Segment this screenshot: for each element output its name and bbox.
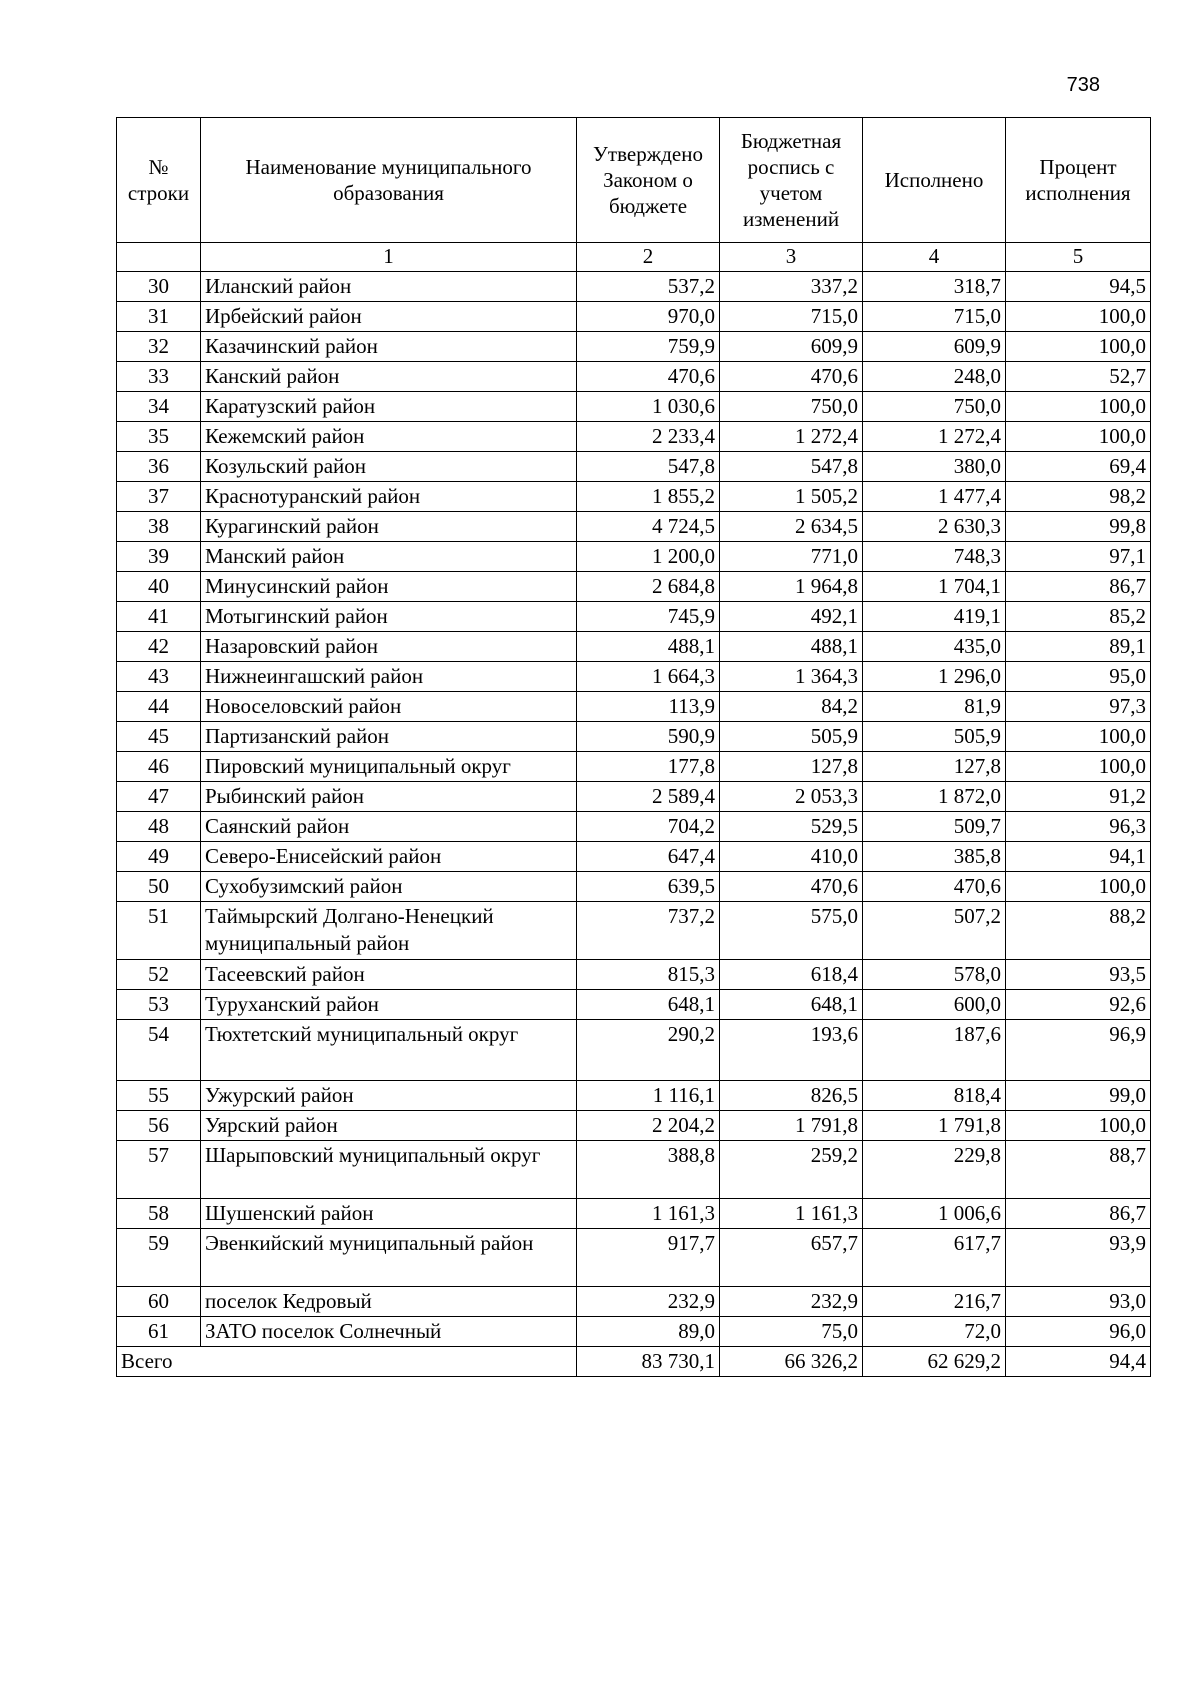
approved-amount: 89,0 — [577, 1317, 720, 1347]
executed-amount: 2 630,3 — [863, 512, 1006, 542]
row-number: 60 — [117, 1287, 201, 1317]
municipality-name: Кежемский район — [201, 422, 577, 452]
schedule-amount: 492,1 — [720, 602, 863, 632]
row-number: 33 — [117, 362, 201, 392]
row-number: 36 — [117, 452, 201, 482]
row-number: 56 — [117, 1111, 201, 1141]
table-row — [117, 392, 1151, 422]
schedule-amount: 410,0 — [720, 842, 863, 872]
total-schedule: 66 326,2 — [720, 1347, 863, 1377]
executed-amount: 578,0 — [863, 960, 1006, 990]
row-number: 58 — [117, 1199, 201, 1229]
municipality-name: поселок Кедровый — [201, 1287, 577, 1317]
executed-amount: 318,7 — [863, 272, 1006, 302]
table-row — [117, 632, 1151, 662]
row-number: 34 — [117, 392, 201, 422]
executed-amount: 715,0 — [863, 302, 1006, 332]
approved-amount: 470,6 — [577, 362, 720, 392]
execution-percent: 100,0 — [1006, 332, 1151, 362]
table-row — [117, 572, 1151, 602]
approved-amount: 639,5 — [577, 872, 720, 902]
schedule-amount: 1 161,3 — [720, 1199, 863, 1229]
executed-amount: 380,0 — [863, 452, 1006, 482]
schedule-amount: 259,2 — [720, 1141, 863, 1199]
executed-amount: 187,6 — [863, 1020, 1006, 1081]
approved-amount: 1 855,2 — [577, 482, 720, 512]
execution-percent: 86,7 — [1006, 572, 1151, 602]
table-row — [117, 1287, 1151, 1317]
table-row — [117, 422, 1151, 452]
execution-percent: 91,2 — [1006, 782, 1151, 812]
approved-amount: 1 664,3 — [577, 662, 720, 692]
executed-amount: 1 872,0 — [863, 782, 1006, 812]
schedule-amount: 618,4 — [720, 960, 863, 990]
table-row — [117, 960, 1151, 990]
municipality-name: Северо-Енисейский район — [201, 842, 577, 872]
municipality-name: Ужурский район — [201, 1081, 577, 1111]
execution-percent: 93,5 — [1006, 960, 1151, 990]
row-number: 48 — [117, 812, 201, 842]
execution-percent: 100,0 — [1006, 1111, 1151, 1141]
budget-execution-table — [116, 117, 1151, 1377]
table-row — [117, 482, 1151, 512]
executed-amount: 1 272,4 — [863, 422, 1006, 452]
table-row — [117, 1111, 1151, 1141]
execution-percent: 94,1 — [1006, 842, 1151, 872]
schedule-amount: 750,0 — [720, 392, 863, 422]
table-row — [117, 1199, 1151, 1229]
executed-amount: 609,9 — [863, 332, 1006, 362]
approved-amount: 547,8 — [577, 452, 720, 482]
municipality-name: Назаровский район — [201, 632, 577, 662]
row-number: 49 — [117, 842, 201, 872]
approved-amount: 232,9 — [577, 1287, 720, 1317]
municipality-name: Манский район — [201, 542, 577, 572]
table-row — [117, 812, 1151, 842]
schedule-amount: 1 964,8 — [720, 572, 863, 602]
schedule-amount: 337,2 — [720, 272, 863, 302]
approved-amount: 2 204,2 — [577, 1111, 720, 1141]
row-number: 31 — [117, 302, 201, 332]
municipality-name: Мотыгинский район — [201, 602, 577, 632]
table-row — [117, 272, 1151, 302]
execution-percent: 86,7 — [1006, 1199, 1151, 1229]
executed-amount: 617,7 — [863, 1229, 1006, 1287]
execution-percent: 94,5 — [1006, 272, 1151, 302]
approved-amount: 2 684,8 — [577, 572, 720, 602]
total-approved: 83 730,1 — [577, 1347, 720, 1377]
column-index-cell: 2 — [577, 243, 720, 272]
total-percent: 94,4 — [1006, 1347, 1151, 1377]
municipality-name: Ирбейский район — [201, 302, 577, 332]
total-row — [117, 1347, 1151, 1377]
header-row-number: № строки — [117, 118, 201, 243]
schedule-amount: 488,1 — [720, 632, 863, 662]
row-number: 43 — [117, 662, 201, 692]
municipality-name: Канский район — [201, 362, 577, 392]
approved-amount: 4 724,5 — [577, 512, 720, 542]
row-number: 41 — [117, 602, 201, 632]
municipality-name: Саянский район — [201, 812, 577, 842]
schedule-amount: 648,1 — [720, 990, 863, 1020]
table-row — [117, 602, 1151, 632]
execution-percent: 96,0 — [1006, 1317, 1151, 1347]
schedule-amount: 470,6 — [720, 872, 863, 902]
row-number: 38 — [117, 512, 201, 542]
municipality-name: Тасеевский район — [201, 960, 577, 990]
column-index-row — [117, 243, 1151, 272]
executed-amount: 600,0 — [863, 990, 1006, 1020]
execution-percent: 88,2 — [1006, 902, 1151, 960]
municipality-name: Эвенкийский муниципальный район — [201, 1229, 577, 1287]
municipality-name: Сухобузимский район — [201, 872, 577, 902]
approved-amount: 917,7 — [577, 1229, 720, 1287]
executed-amount: 248,0 — [863, 362, 1006, 392]
row-number: 32 — [117, 332, 201, 362]
row-number: 52 — [117, 960, 201, 990]
table-row — [117, 990, 1151, 1020]
execution-percent: 97,1 — [1006, 542, 1151, 572]
row-number: 46 — [117, 752, 201, 782]
header-execution-percent: Процент исполнения — [1006, 118, 1151, 243]
schedule-amount: 193,6 — [720, 1020, 863, 1081]
municipality-name: Краснотуранский район — [201, 482, 577, 512]
executed-amount: 470,6 — [863, 872, 1006, 902]
total-executed: 62 629,2 — [863, 1347, 1006, 1377]
schedule-amount: 1 505,2 — [720, 482, 863, 512]
table-row — [117, 752, 1151, 782]
municipality-name: Рыбинский район — [201, 782, 577, 812]
municipality-name: Нижнеингашский район — [201, 662, 577, 692]
schedule-amount: 609,9 — [720, 332, 863, 362]
execution-percent: 99,8 — [1006, 512, 1151, 542]
execution-percent: 100,0 — [1006, 422, 1151, 452]
approved-amount: 488,1 — [577, 632, 720, 662]
approved-amount: 113,9 — [577, 692, 720, 722]
table-row — [117, 452, 1151, 482]
row-number: 55 — [117, 1081, 201, 1111]
execution-percent: 100,0 — [1006, 302, 1151, 332]
schedule-amount: 575,0 — [720, 902, 863, 960]
approved-amount: 2 589,4 — [577, 782, 720, 812]
column-index-cell: 4 — [863, 243, 1006, 272]
table-row — [117, 872, 1151, 902]
schedule-amount: 529,5 — [720, 812, 863, 842]
execution-percent: 89,1 — [1006, 632, 1151, 662]
approved-amount: 177,8 — [577, 752, 720, 782]
execution-percent: 100,0 — [1006, 722, 1151, 752]
execution-percent: 100,0 — [1006, 872, 1151, 902]
table-row — [117, 362, 1151, 392]
row-number: 50 — [117, 872, 201, 902]
executed-amount: 81,9 — [863, 692, 1006, 722]
approved-amount: 745,9 — [577, 602, 720, 632]
execution-percent: 98,2 — [1006, 482, 1151, 512]
schedule-amount: 1 364,3 — [720, 662, 863, 692]
schedule-amount: 505,9 — [720, 722, 863, 752]
page-number: 738 — [1066, 74, 1100, 96]
approved-amount: 759,9 — [577, 332, 720, 362]
table-row — [117, 1081, 1151, 1111]
execution-percent: 95,0 — [1006, 662, 1151, 692]
approved-amount: 970,0 — [577, 302, 720, 332]
approved-amount: 388,8 — [577, 1141, 720, 1199]
schedule-amount: 1 791,8 — [720, 1111, 863, 1141]
schedule-amount: 826,5 — [720, 1081, 863, 1111]
row-number: 45 — [117, 722, 201, 752]
executed-amount: 216,7 — [863, 1287, 1006, 1317]
municipality-name: Минусинский район — [201, 572, 577, 602]
approved-amount: 648,1 — [577, 990, 720, 1020]
executed-amount: 1 296,0 — [863, 662, 1006, 692]
execution-percent: 88,7 — [1006, 1141, 1151, 1199]
execution-percent: 69,4 — [1006, 452, 1151, 482]
schedule-amount: 127,8 — [720, 752, 863, 782]
table-row — [117, 302, 1151, 332]
table-row — [117, 512, 1151, 542]
execution-percent: 100,0 — [1006, 392, 1151, 422]
row-number: 44 — [117, 692, 201, 722]
execution-percent: 93,9 — [1006, 1229, 1151, 1287]
column-index-cell: 1 — [201, 243, 577, 272]
header-approved-by-law: Утверждено Законом о бюджете — [577, 118, 720, 243]
executed-amount: 127,8 — [863, 752, 1006, 782]
row-number: 42 — [117, 632, 201, 662]
column-index-cell — [117, 243, 201, 272]
execution-percent: 85,2 — [1006, 602, 1151, 632]
row-number: 37 — [117, 482, 201, 512]
table-row — [117, 1317, 1151, 1347]
execution-percent: 96,9 — [1006, 1020, 1151, 1081]
table-row — [117, 662, 1151, 692]
schedule-amount: 1 272,4 — [720, 422, 863, 452]
municipality-name: Таймырский Долгано-Ненецкий муниципальный район — [201, 902, 577, 960]
row-number: 59 — [117, 1229, 201, 1287]
column-index-cell: 3 — [720, 243, 863, 272]
schedule-amount: 2 634,5 — [720, 512, 863, 542]
approved-amount: 704,2 — [577, 812, 720, 842]
table-row — [117, 842, 1151, 872]
executed-amount: 72,0 — [863, 1317, 1006, 1347]
execution-percent: 99,0 — [1006, 1081, 1151, 1111]
executed-amount: 507,2 — [863, 902, 1006, 960]
approved-amount: 815,3 — [577, 960, 720, 990]
schedule-amount: 715,0 — [720, 302, 863, 332]
row-number: 30 — [117, 272, 201, 302]
municipality-name: ЗАТО поселок Солнечный — [201, 1317, 577, 1347]
approved-amount: 737,2 — [577, 902, 720, 960]
municipality-name: Шарыповский муниципальный округ — [201, 1141, 577, 1199]
municipality-name: Пировский муниципальный округ — [201, 752, 577, 782]
header-row — [117, 118, 1151, 243]
schedule-amount: 75,0 — [720, 1317, 863, 1347]
schedule-amount: 657,7 — [720, 1229, 863, 1287]
table-row — [117, 722, 1151, 752]
executed-amount: 385,8 — [863, 842, 1006, 872]
execution-percent: 93,0 — [1006, 1287, 1151, 1317]
approved-amount: 2 233,4 — [577, 422, 720, 452]
municipality-name: Каратузский район — [201, 392, 577, 422]
header-budget-schedule: Бюджетная роспись с учетом изменений — [720, 118, 863, 243]
row-number: 53 — [117, 990, 201, 1020]
approved-amount: 1 030,6 — [577, 392, 720, 422]
table-row — [117, 692, 1151, 722]
row-number: 51 — [117, 902, 201, 960]
municipality-name: Шушенский район — [201, 1199, 577, 1229]
municipality-name: Уярский район — [201, 1111, 577, 1141]
total-label: Всего — [117, 1347, 577, 1377]
execution-percent: 100,0 — [1006, 752, 1151, 782]
municipality-name: Туруханский район — [201, 990, 577, 1020]
table-row — [117, 1229, 1151, 1287]
executed-amount: 229,8 — [863, 1141, 1006, 1199]
municipality-name: Козульский район — [201, 452, 577, 482]
table-row — [117, 902, 1151, 960]
row-number: 54 — [117, 1020, 201, 1081]
executed-amount: 1 704,1 — [863, 572, 1006, 602]
approved-amount: 590,9 — [577, 722, 720, 752]
municipality-name: Тюхтетский муниципальный округ — [201, 1020, 577, 1081]
municipality-name: Казачинский район — [201, 332, 577, 362]
executed-amount: 509,7 — [863, 812, 1006, 842]
executed-amount: 1 006,6 — [863, 1199, 1006, 1229]
table-row — [117, 332, 1151, 362]
municipality-name: Новоселовский район — [201, 692, 577, 722]
header-executed: Исполнено — [863, 118, 1006, 243]
executed-amount: 750,0 — [863, 392, 1006, 422]
municipality-name: Партизанский район — [201, 722, 577, 752]
schedule-amount: 232,9 — [720, 1287, 863, 1317]
row-number: 61 — [117, 1317, 201, 1347]
header-municipality-name: Наименование муниципального образования — [201, 118, 577, 243]
schedule-amount: 547,8 — [720, 452, 863, 482]
table-row — [117, 542, 1151, 572]
approved-amount: 1 116,1 — [577, 1081, 720, 1111]
column-index-cell: 5 — [1006, 243, 1151, 272]
municipality-name: Курагинский район — [201, 512, 577, 542]
execution-percent: 97,3 — [1006, 692, 1151, 722]
row-number: 47 — [117, 782, 201, 812]
approved-amount: 647,4 — [577, 842, 720, 872]
approved-amount: 1 200,0 — [577, 542, 720, 572]
executed-amount: 505,9 — [863, 722, 1006, 752]
table-row — [117, 1020, 1151, 1081]
execution-percent: 92,6 — [1006, 990, 1151, 1020]
executed-amount: 419,1 — [863, 602, 1006, 632]
executed-amount: 1 477,4 — [863, 482, 1006, 512]
row-number: 35 — [117, 422, 201, 452]
executed-amount: 1 791,8 — [863, 1111, 1006, 1141]
execution-percent: 96,3 — [1006, 812, 1151, 842]
row-number: 57 — [117, 1141, 201, 1199]
approved-amount: 537,2 — [577, 272, 720, 302]
executed-amount: 748,3 — [863, 542, 1006, 572]
executed-amount: 435,0 — [863, 632, 1006, 662]
schedule-amount: 2 053,3 — [720, 782, 863, 812]
approved-amount: 1 161,3 — [577, 1199, 720, 1229]
table-row — [117, 782, 1151, 812]
municipality-name: Иланский район — [201, 272, 577, 302]
row-number: 39 — [117, 542, 201, 572]
row-number: 40 — [117, 572, 201, 602]
execution-percent: 52,7 — [1006, 362, 1151, 392]
approved-amount: 290,2 — [577, 1020, 720, 1081]
schedule-amount: 771,0 — [720, 542, 863, 572]
executed-amount: 818,4 — [863, 1081, 1006, 1111]
table-row — [117, 1141, 1151, 1199]
schedule-amount: 470,6 — [720, 362, 863, 392]
schedule-amount: 84,2 — [720, 692, 863, 722]
